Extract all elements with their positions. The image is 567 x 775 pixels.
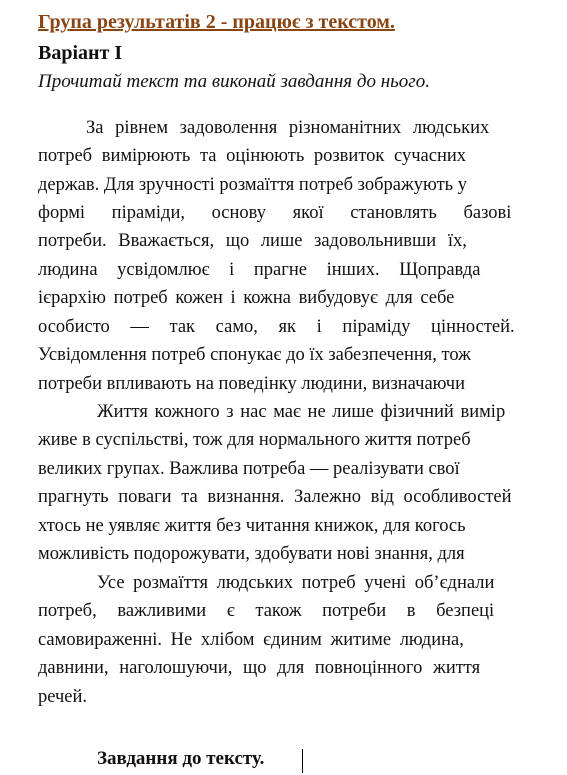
text-line: формі піраміди, основу якої становлять базові	[38, 203, 512, 223]
text-line: Усвідомлення потреб спонукає до їх забезпечення, тож	[38, 345, 471, 365]
text-line: великих групах. Важлива потреба — реалізувати свої	[38, 459, 460, 479]
text-line: Усе розмаїття людських потреб учені об’єднали	[97, 573, 495, 593]
text-line: речей.	[38, 687, 88, 707]
text-line: давнини, наголошуючи, що для повноцінного життя	[38, 658, 481, 678]
text-line: держав. Для зручності розмаїття потреб зображують у	[38, 175, 467, 195]
text-line: ієрархію потреб кожен і кожна вибудовує для себе	[38, 288, 455, 308]
text-line: Життя кожного з нас має не лише фізичний вимір	[97, 402, 506, 422]
variant-title: Варіант І	[38, 42, 123, 64]
text-line: потреб вимірюють та оцінюють розвиток сучасних	[38, 146, 467, 166]
text-line: потреби. Вважається, що лише задовольнивши їх,	[38, 231, 467, 251]
text-line: прагнуть поваги та визнання. Залежно від особливостей	[38, 487, 512, 507]
text-line: особисто — так само, як і піраміду цінностей.	[38, 317, 515, 337]
text-line: хтось не уявляє життя без читання книжок, для когось	[38, 516, 466, 536]
task-heading: Завдання до тексту.	[97, 748, 265, 769]
text-line: можливість подорожувати, здобувати нові знання, для	[38, 544, 465, 564]
text-cursor	[302, 749, 303, 773]
text-line: потреб, важливими є також потреби в безпеці	[38, 601, 495, 621]
instruction-text: Прочитай текст та виконай завдання до нього.	[38, 71, 430, 92]
text-line: живе в суспільстві, тож для нормального життя потреб	[38, 430, 471, 450]
text-line: самовираженні. Не хлібом єдиним житиме людина,	[38, 630, 464, 650]
text-line: потреби впливають на поведінку людини, визначаючи	[38, 374, 465, 394]
text-line: За рівнем задоволення різноманітних людських	[86, 118, 490, 138]
section-heading: Група результатів 2 - працює з текстом.	[38, 11, 395, 33]
text-line: людина усвідомлює і прагне інших. Щоправда	[38, 260, 481, 280]
